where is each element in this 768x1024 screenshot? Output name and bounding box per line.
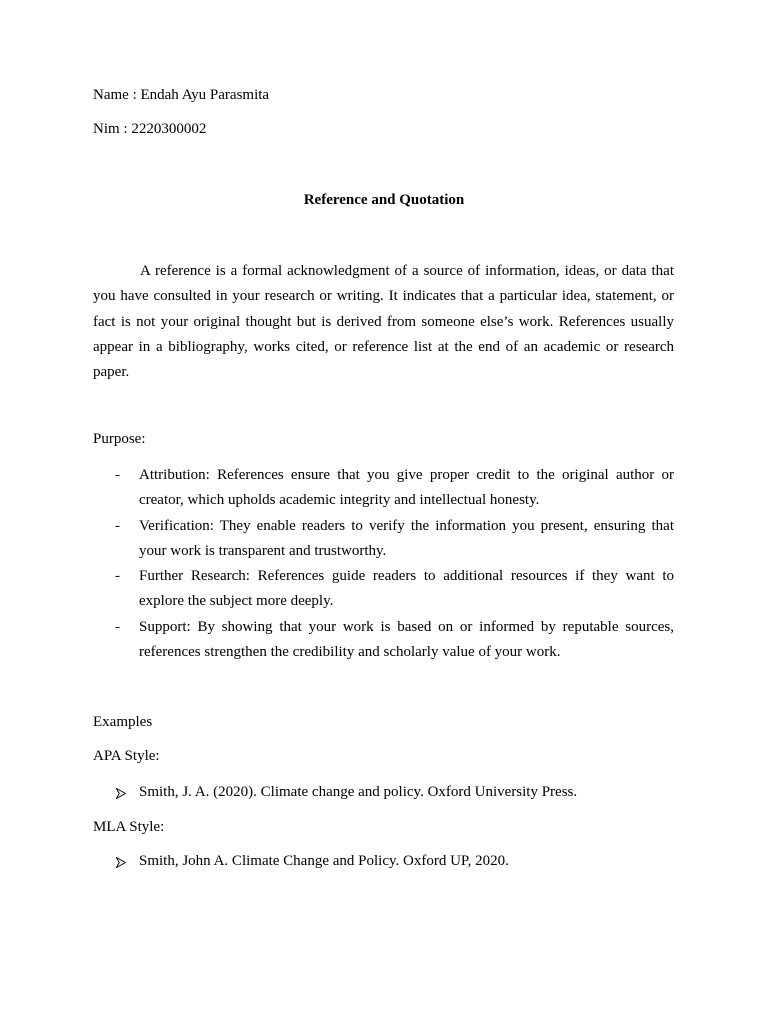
purpose-item-text: Attribution: References ensure that you give proper credit to the original author or creator, which upholds academic integrity and intellectual honesty. bbox=[139, 467, 674, 509]
arrow-bullet-icon bbox=[116, 857, 126, 868]
apa-style-label: APA Style: bbox=[93, 748, 160, 764]
arrow-bullet-icon bbox=[116, 788, 126, 799]
purpose-label: Purpose: bbox=[93, 431, 146, 447]
intro-paragraph: A reference is a formal acknowledgment of a source of information, ideas, or data that you have consulted in your research or writing. It indicates that a particular idea, statement, or fact is not your original thought but is derived from someone else’s work. References usually appear in a bibliography, works cited, or reference list at the end of an academic or research paper. bbox=[93, 263, 674, 381]
list-item bbox=[93, 564, 674, 615]
examples-label: Examples bbox=[93, 714, 153, 730]
dash-bullet: - bbox=[115, 517, 120, 534]
apa-example-citation: Smith, J. A. (2020). Climate change and policy. Oxford University Press. bbox=[139, 784, 578, 800]
list-item bbox=[93, 514, 674, 565]
list-item bbox=[93, 615, 674, 666]
document-title: Reference and Quotation bbox=[303, 192, 465, 208]
mla-example-citation: Smith, John A. Climate Change and Policy. Oxford UP, 2020. bbox=[139, 853, 509, 869]
purpose-item-text: Further Research: References guide readers to additional resources if they want to explore the subject more deeply. bbox=[139, 568, 674, 610]
dash-bullet: - bbox=[115, 568, 120, 585]
list-item bbox=[93, 463, 674, 514]
dash-bullet: - bbox=[115, 618, 120, 635]
purpose-item-text: Support: By showing that your work is based on or informed by reputable sources, references strengthen the credibility and scholarly value of your work. bbox=[139, 618, 674, 661]
student-name: Name : Endah Ayu Parasmita bbox=[93, 87, 270, 103]
purpose-item-text: Verification: They enable readers to verify the information you present, ensuring that your work is transparent and trustworthy. bbox=[139, 517, 674, 559]
student-nim: Nim : 2220300002 bbox=[93, 121, 207, 137]
mla-style-label: MLA Style: bbox=[93, 819, 165, 835]
dash-bullet: - bbox=[115, 467, 120, 483]
purpose-list bbox=[93, 463, 674, 665]
